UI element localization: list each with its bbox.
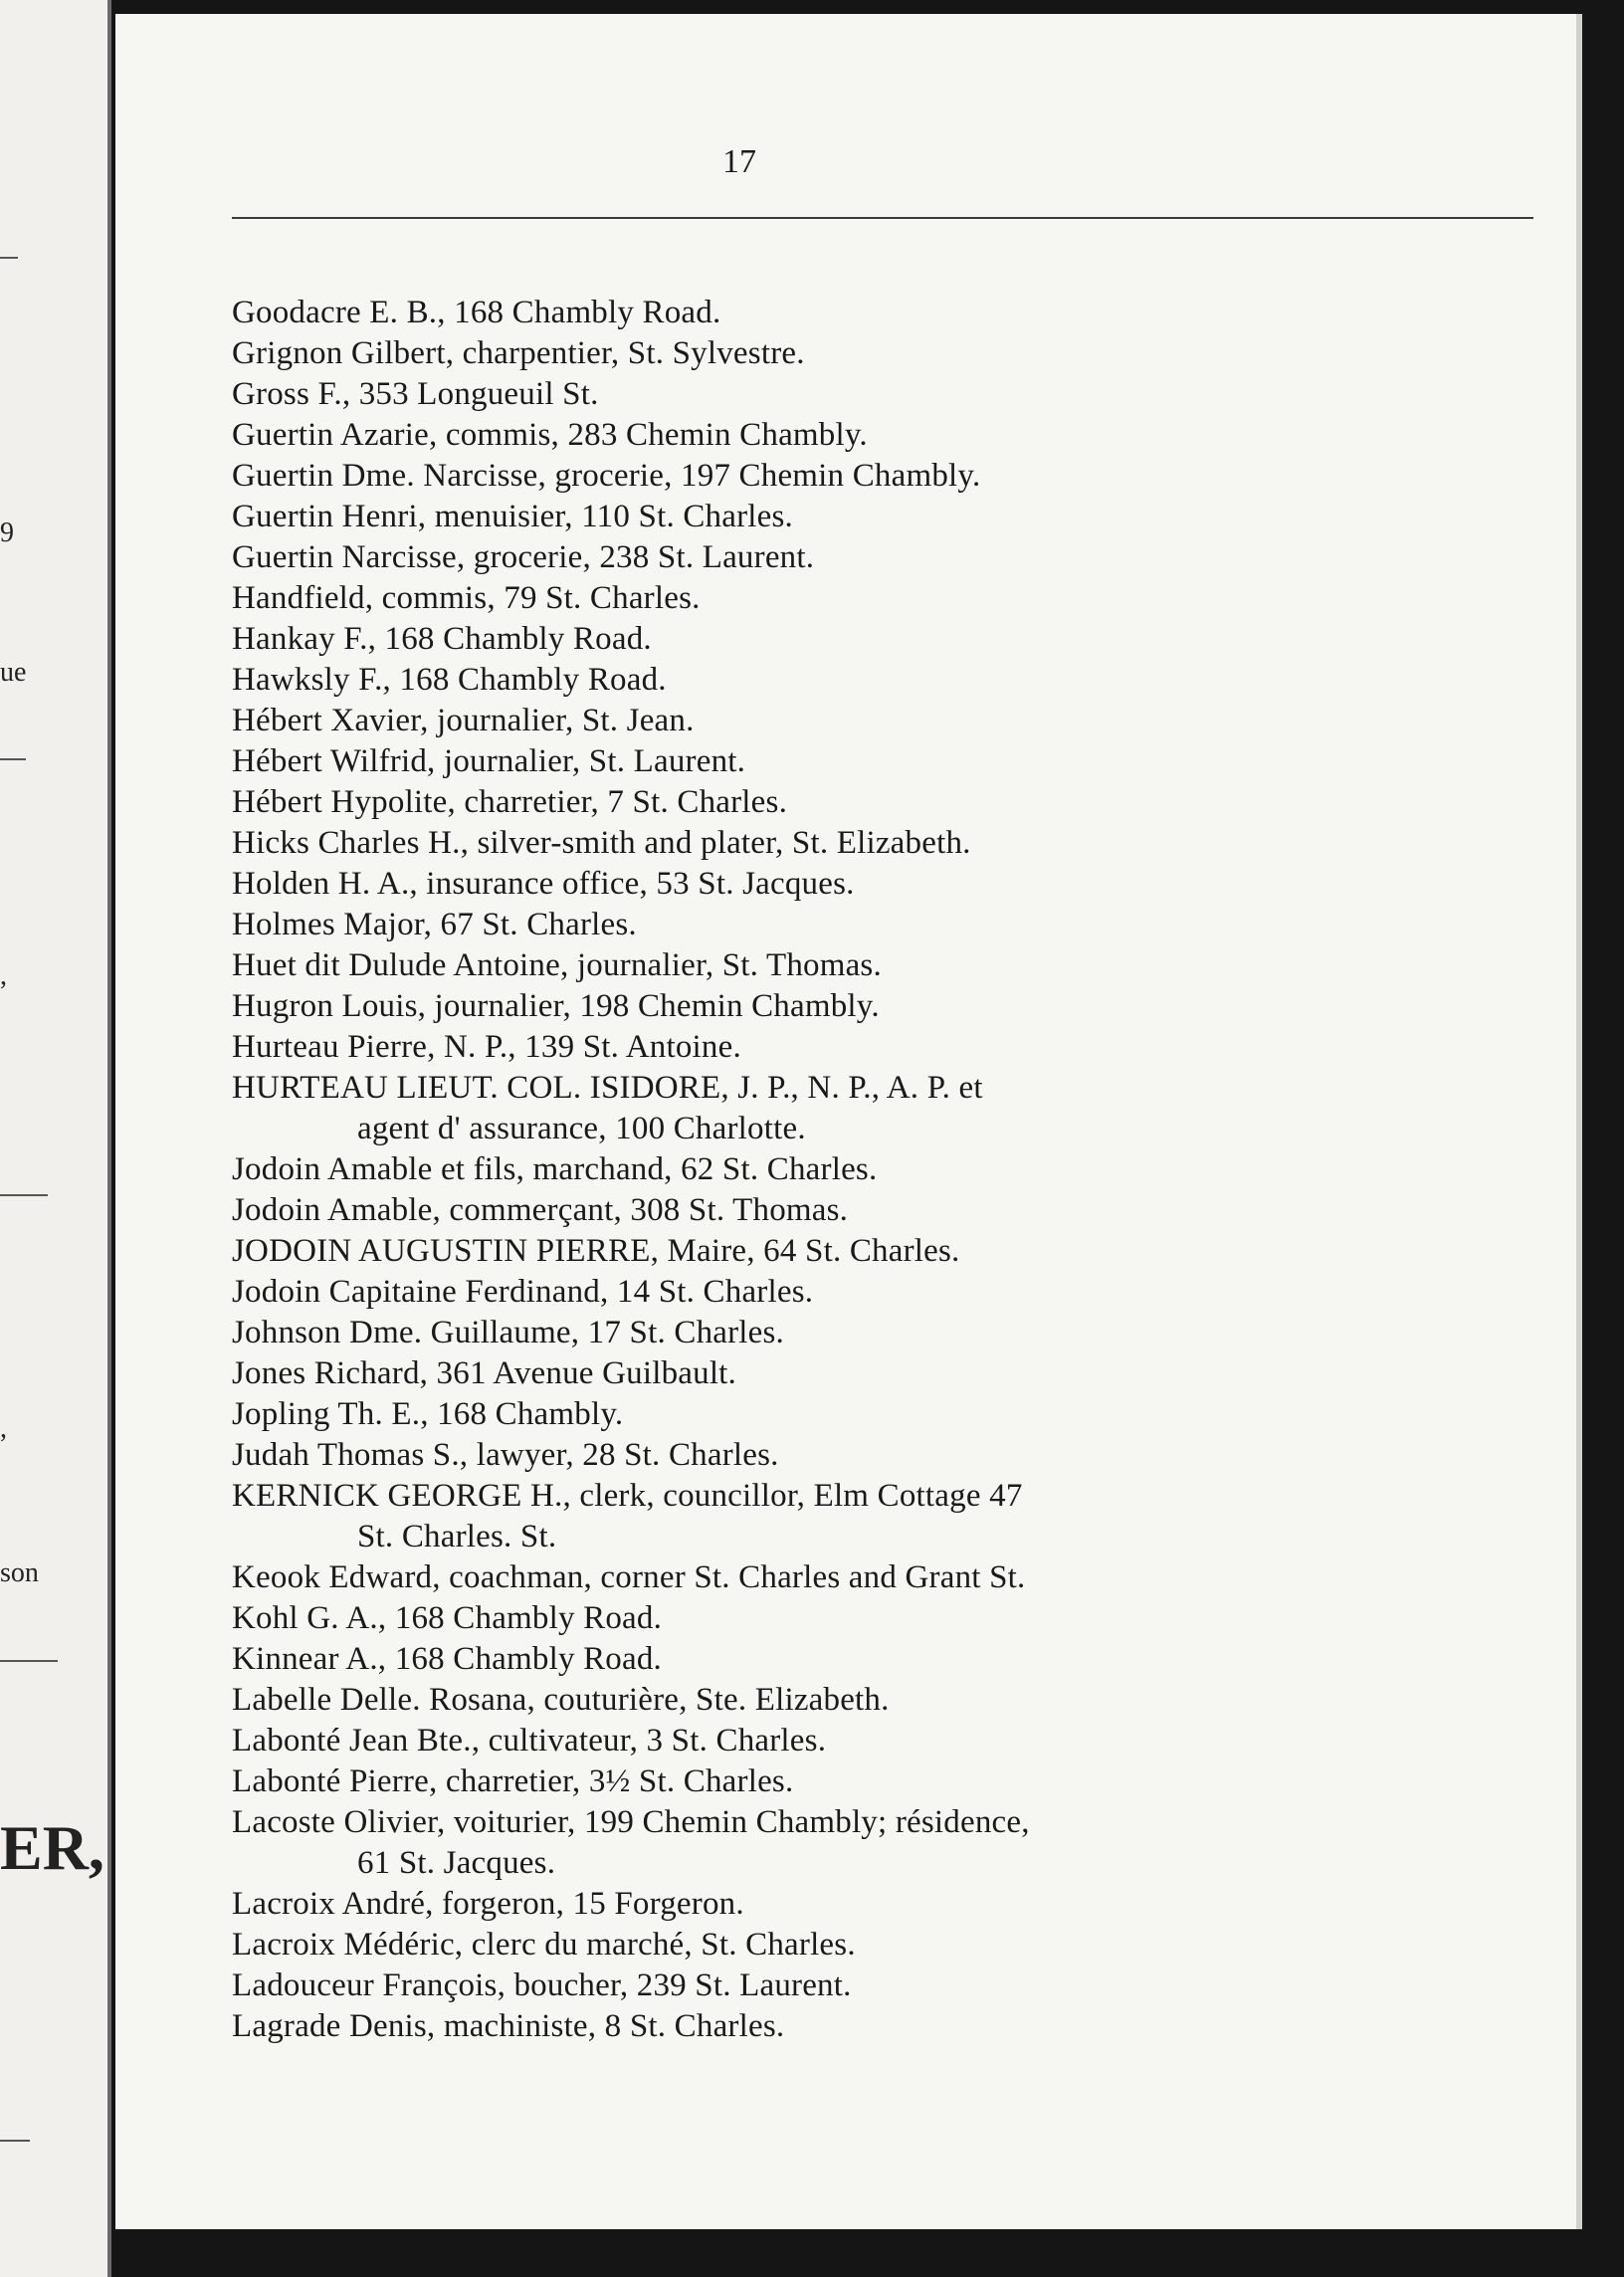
directory-entry: [232, 1639, 1555, 1680]
entry-text: Guertin Dme. Narcisse, grocerie, 197 Chemin Chambly.: [232, 458, 981, 494]
page-edge-shadow: [1576, 14, 1582, 2229]
directory-entry: [232, 1435, 1555, 1476]
entry-text: Labelle Delle. Rosana, couturière, Ste. Elizabeth.: [232, 1682, 890, 1718]
entry-text: Jodoin Amable, commerçant, 308 St. Thomas.: [232, 1192, 849, 1228]
directory-entry: [232, 537, 1555, 578]
directory-entry: [232, 1313, 1555, 1353]
entry-text: Hawksly F., 168 Chambly Road.: [232, 662, 667, 698]
directory-entry: [232, 1557, 1555, 1598]
left-page-rule: [0, 1660, 58, 1662]
left-page-fragment: ,: [0, 1413, 7, 1444]
directory-entry: [232, 741, 1555, 782]
entry-continuation: St. Charles. St.: [357, 1519, 557, 1554]
directory-entry: [232, 1149, 1555, 1190]
left-page-rule: [0, 758, 26, 760]
directory-entry: [232, 619, 1555, 660]
entry-text: Holmes Major, 67 St. Charles.: [232, 907, 637, 942]
entry-text: Labonté Jean Bte., cultivateur, 3 St. Charles.: [232, 1723, 827, 1759]
entry-text: Jodoin Capitaine Ferdinand, 14 St. Charles.: [232, 1274, 814, 1310]
directory-entry: [232, 823, 1555, 864]
directory-entry: [232, 905, 1555, 945]
entry-text: Guertin Narcisse, grocerie, 238 St. Laurent.: [232, 539, 815, 575]
directory-entry: [232, 2006, 1555, 2047]
directory-entry: [232, 1353, 1555, 1394]
directory-page: [115, 14, 1582, 2229]
directory-entry: [232, 1027, 1555, 1068]
left-page-rule: [0, 257, 18, 259]
left-page-rule: [0, 2140, 30, 2142]
entry-text: Johnson Dme. Guillaume, 17 St. Charles.: [232, 1315, 785, 1350]
directory-entry: [232, 415, 1555, 456]
entry-text: Hébert Wilfrid, journalier, St. Laurent.: [232, 743, 746, 779]
left-page-fragment: 9: [0, 518, 14, 548]
entry-text: Kinnear A., 168 Chambly Road.: [232, 1641, 662, 1677]
directory-entries: [232, 293, 1555, 2047]
entry-text: Labonté Pierre, charretier, 3½ St. Charles.: [232, 1763, 794, 1799]
entry-text: Lacoste Olivier, voiturier, 199 Chemin Chambly; résidence,: [232, 1804, 1030, 1840]
entry-text: Grignon Gilbert, charpentier, St. Sylvestre.: [232, 335, 805, 371]
left-page-fragment: ER,: [0, 1812, 104, 1883]
page-number: 17: [722, 143, 756, 180]
directory-entry: [232, 293, 1555, 333]
entry-text: Hugron Louis, journalier, 198 Chemin Chambly.: [232, 988, 880, 1024]
entry-text: Judah Thomas S., lawyer, 28 St. Charles.: [232, 1437, 779, 1473]
entry-text: Hébert Xavier, journalier, St. Jean.: [232, 703, 695, 738]
entry-text: Hicks Charles H., silver-smith and plater, St. Elizabeth.: [232, 825, 971, 861]
entry-text: Kohl G. A., 168 Chambly Road.: [232, 1600, 663, 1636]
directory-entry: [232, 986, 1555, 1027]
entry-text: Huet dit Dulude Antoine, journalier, St. Thomas.: [232, 947, 882, 983]
left-page-rule: [0, 1194, 48, 1196]
entry-text: Guertin Henri, menuisier, 110 St. Charles.: [232, 499, 794, 534]
directory-entry: [232, 1721, 1555, 1761]
entry-text: Gross F., 353 Longueuil St.: [232, 376, 599, 412]
directory-entry: [232, 864, 1555, 905]
entry-text: Lagrade Denis, machiniste, 8 St. Charles.: [232, 2008, 785, 2044]
directory-entry: [232, 1231, 1555, 1272]
entry-text: Jones Richard, 361 Avenue Guilbault.: [232, 1355, 737, 1391]
left-page-fragment: ,: [0, 960, 7, 991]
directory-entry: [232, 374, 1555, 415]
entry-text: Handfield, commis, 79 St. Charles.: [232, 580, 701, 616]
entry-text: Hébert Hypolite, charretier, 7 St. Charles.: [232, 784, 788, 820]
directory-entry: [232, 1476, 1555, 1557]
entry-text: HURTEAU LIEUT. COL. ISIDORE, J. P., N. P., A. P. et: [232, 1070, 983, 1106]
entry-text: Keook Edward, coachman, corner St. Charles and Grant St.: [232, 1559, 1026, 1595]
entry-text: Hurteau Pierre, N. P., 139 St. Antoine.: [232, 1029, 741, 1065]
directory-entry: [232, 1966, 1555, 2006]
header-rule: [232, 217, 1533, 219]
directory-entry: [232, 782, 1555, 823]
directory-entry: [232, 1272, 1555, 1313]
entry-text: JODOIN AUGUSTIN PIERRE, Maire, 64 St. Charles.: [232, 1233, 960, 1269]
entry-text: KERNICK GEORGE H., clerk, councillor, Elm Cottage 47: [232, 1478, 1023, 1514]
entry-text: Jopling Th. E., 168 Chambly.: [232, 1396, 624, 1432]
directory-entry: [232, 1761, 1555, 1802]
left-page-fragment: son: [0, 1557, 39, 1588]
directory-entry: [232, 1802, 1555, 1884]
entry-continuation: agent d' assurance, 100 Charlotte.: [357, 1111, 806, 1146]
directory-entry: [232, 456, 1555, 497]
left-facing-page: [0, 0, 111, 2277]
directory-entry: [232, 497, 1555, 537]
directory-entry: [232, 1680, 1555, 1721]
entry-text: Lacroix Médéric, clerc du marché, St. Charles.: [232, 1927, 856, 1963]
left-page-fragment: ue: [0, 657, 27, 688]
directory-entry: [232, 701, 1555, 741]
directory-entry: [232, 945, 1555, 986]
directory-entry: [232, 1068, 1555, 1149]
directory-entry: [232, 660, 1555, 701]
directory-entry: [232, 1598, 1555, 1639]
directory-entry: [232, 1925, 1555, 1966]
entry-text: Goodacre E. B., 168 Chambly Road.: [232, 295, 721, 330]
directory-entry: [232, 1190, 1555, 1231]
entry-text: Lacroix André, forgeron, 15 Forgeron.: [232, 1886, 744, 1922]
directory-entry: [232, 1884, 1555, 1925]
entry-text: Guertin Azarie, commis, 283 Chemin Chambly.: [232, 417, 868, 453]
entry-text: Holden H. A., insurance office, 53 St. Jacques.: [232, 866, 855, 902]
entry-text: Jodoin Amable et fils, marchand, 62 St. Charles.: [232, 1151, 878, 1187]
entry-continuation: 61 St. Jacques.: [357, 1845, 556, 1881]
entry-text: Ladouceur François, boucher, 239 St. Laurent.: [232, 1967, 852, 2003]
directory-entry: [232, 578, 1555, 619]
entry-text: Hankay F., 168 Chambly Road.: [232, 621, 652, 657]
directory-entry: [232, 333, 1555, 374]
page-gutter: [107, 0, 111, 2277]
directory-entry: [232, 1394, 1555, 1435]
